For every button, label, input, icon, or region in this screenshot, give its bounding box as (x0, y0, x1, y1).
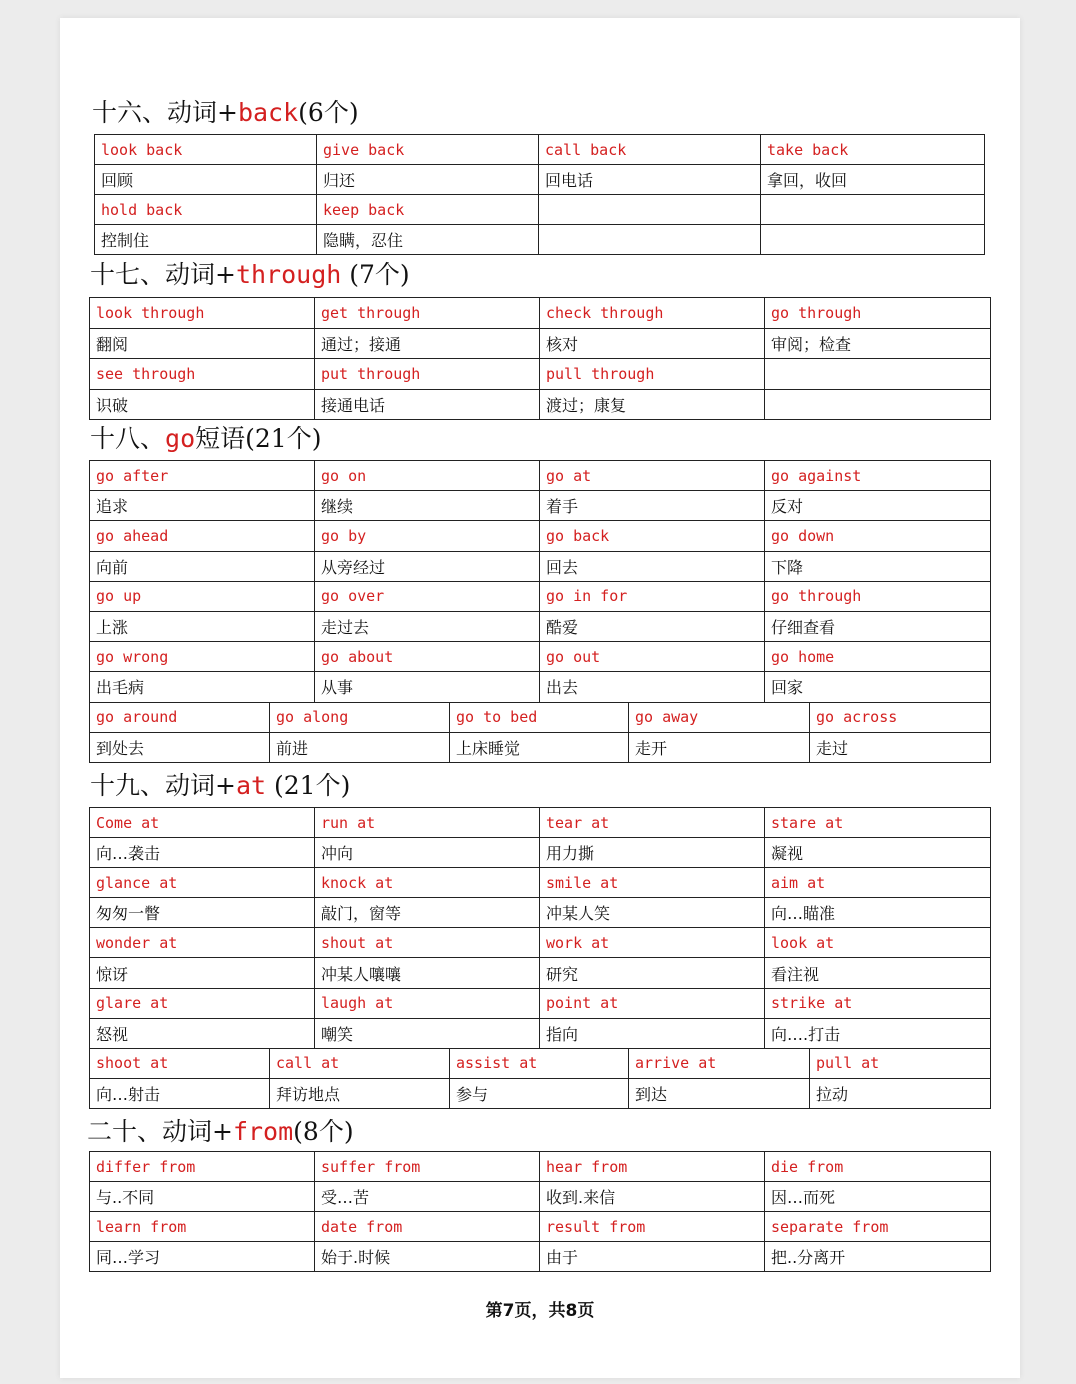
meaning-row (90, 732, 991, 762)
meaning-cell: 拜访地点 (270, 1078, 450, 1108)
meaning-cell (765, 389, 991, 420)
meaning-cell: 继续 (315, 491, 540, 521)
phrase-row (90, 988, 991, 1018)
meaning-cell: 翻阅 (90, 328, 315, 359)
meaning-cell: 酷爱 (540, 611, 765, 641)
meaning-cell: 看注视 (765, 958, 991, 988)
phrase-cell: pull through (540, 359, 765, 390)
phrase-cell: call at (270, 1048, 450, 1078)
document-page (60, 18, 1020, 1378)
meaning-row (90, 389, 991, 420)
heading-suffix: (6个) (298, 98, 359, 127)
phrase-row (90, 702, 991, 732)
meaning-cell: 因…而死 (765, 1182, 991, 1212)
heading-prefix: 十九、动词+ (90, 771, 236, 800)
phrase-cell: go after (90, 461, 315, 491)
meaning-cell: 从旁经过 (315, 551, 540, 581)
phrase-row (90, 928, 991, 958)
meaning-cell: 向…射击 (90, 1078, 270, 1108)
phrase-table (89, 1151, 991, 1272)
meaning-cell: 反对 (765, 491, 991, 521)
meaning-row (90, 611, 991, 641)
meaning-cell: 下降 (765, 551, 991, 581)
meaning-cell: 向…袭击 (90, 838, 315, 868)
meaning-cell: 到达 (629, 1078, 810, 1108)
meaning-cell: 受…苦 (315, 1182, 540, 1212)
phrase-table (89, 460, 991, 703)
phrase-cell: go at (540, 461, 765, 491)
phrase-row (90, 359, 991, 390)
phrase-cell: assist at (450, 1048, 629, 1078)
meaning-cell: 控制住 (95, 225, 317, 255)
meaning-cell: 上床睡觉 (450, 732, 629, 762)
phrase-cell (539, 195, 761, 225)
phrase-cell: look through (90, 298, 315, 329)
phrase-cell: keep back (317, 195, 539, 225)
phrase-table (89, 807, 991, 1049)
phrase-row (90, 642, 991, 672)
phrase-cell: look back (95, 135, 317, 165)
heading-prefix: 十八、 (90, 424, 166, 453)
heading-keyword: from (232, 1117, 294, 1146)
phrase-cell: work at (540, 928, 765, 958)
section-heading (92, 98, 359, 128)
meaning-cell: 冲某人笑 (540, 898, 765, 928)
phrase-table-extra-row (89, 702, 991, 763)
phrase-cell: go back (540, 521, 765, 551)
meaning-row (90, 672, 991, 702)
meaning-cell: 冲向 (315, 838, 540, 868)
heading-prefix: 二十、动词+ (87, 1117, 233, 1146)
meaning-cell: 出去 (540, 672, 765, 702)
meaning-row (90, 958, 991, 988)
phrase-cell: smile at (540, 868, 765, 898)
meaning-row (95, 165, 985, 195)
meaning-cell: 回去 (540, 551, 765, 581)
heading-keyword: back (237, 98, 299, 127)
phrase-row (95, 135, 985, 165)
phrase-cell: shout at (315, 928, 540, 958)
phrase-cell: strike at (765, 988, 991, 1018)
meaning-cell: 始于.时候 (315, 1242, 540, 1272)
phrase-cell: go to bed (450, 702, 629, 732)
phrase-cell: go about (315, 642, 540, 672)
phrase-cell: glare at (90, 988, 315, 1018)
phrase-cell: run at (315, 808, 540, 838)
phrase-cell: shoot at (90, 1048, 270, 1078)
phrase-cell: pull at (810, 1048, 991, 1078)
meaning-cell: 出毛病 (90, 672, 315, 702)
meaning-cell: 指向 (540, 1018, 765, 1048)
phrase-cell: hold back (95, 195, 317, 225)
meaning-cell: 回电话 (539, 165, 761, 195)
phrase-cell: wonder at (90, 928, 315, 958)
meaning-row (95, 225, 985, 255)
meaning-cell: 着手 (540, 491, 765, 521)
phrase-row (90, 868, 991, 898)
meaning-cell: 前进 (270, 732, 450, 762)
section-heading (90, 260, 410, 290)
phrase-row (90, 461, 991, 491)
heading-suffix: (21个) (266, 771, 351, 800)
phrase-table-extra-row (89, 1048, 991, 1109)
phrase-cell: go wrong (90, 642, 315, 672)
meaning-cell: 参与 (450, 1078, 629, 1108)
phrase-cell: arrive at (629, 1048, 810, 1078)
meaning-cell: 走开 (629, 732, 810, 762)
phrase-cell: go ahead (90, 521, 315, 551)
meaning-cell: 研究 (540, 958, 765, 988)
meaning-cell: 识破 (90, 389, 315, 420)
phrase-cell: go away (629, 702, 810, 732)
phrase-cell: go home (765, 642, 991, 672)
meaning-cell: 惊讶 (90, 958, 315, 988)
heading-keyword: at (235, 771, 267, 800)
phrase-cell: go around (90, 702, 270, 732)
meaning-row (90, 838, 991, 868)
phrase-row (90, 521, 991, 551)
meaning-row (90, 1078, 991, 1108)
meaning-cell (761, 225, 985, 255)
phrase-cell: stare at (765, 808, 991, 838)
meaning-cell: 走过去 (315, 611, 540, 641)
meaning-row (90, 551, 991, 581)
phrase-cell: put through (315, 359, 540, 390)
phrase-cell: see through (90, 359, 315, 390)
meaning-cell: 仔细查看 (765, 611, 991, 641)
meaning-cell: 渡过；康复 (540, 389, 765, 420)
phrase-cell: separate from (765, 1212, 991, 1242)
meaning-cell: 隐瞒，忍住 (317, 225, 539, 255)
section-heading (90, 424, 321, 454)
heading-suffix: (8个) (293, 1117, 354, 1146)
meaning-cell: 拿回，收回 (761, 165, 985, 195)
heading-keyword: go (165, 424, 196, 453)
phrase-cell: go by (315, 521, 540, 551)
meaning-cell: 接通电话 (315, 389, 540, 420)
heading-suffix: 短语(21个) (195, 424, 322, 453)
phrase-cell: glance at (90, 868, 315, 898)
meaning-cell: 与..不同 (90, 1182, 315, 1212)
phrase-cell: suffer from (315, 1152, 540, 1182)
phrase-cell: go across (810, 702, 991, 732)
section-heading (87, 1117, 354, 1147)
meaning-row (90, 1018, 991, 1048)
section-heading (90, 771, 350, 801)
meaning-cell: 匆匆一瞥 (90, 898, 315, 928)
meaning-cell: 从事 (315, 672, 540, 702)
phrase-cell: go along (270, 702, 450, 732)
meaning-cell: 审阅；检查 (765, 328, 991, 359)
meaning-row (90, 491, 991, 521)
phrase-row (90, 581, 991, 611)
meaning-row (90, 1242, 991, 1272)
phrase-cell: point at (540, 988, 765, 1018)
phrase-row (90, 298, 991, 329)
phrase-row (90, 1152, 991, 1182)
meaning-cell: 通过；接通 (315, 328, 540, 359)
meaning-cell: 把..分离开 (765, 1242, 991, 1272)
phrase-cell: check through (540, 298, 765, 329)
phrase-cell: go down (765, 521, 991, 551)
page-number: 第7页，共8页 (485, 1301, 595, 1321)
phrase-cell: look at (765, 928, 991, 958)
phrase-cell: laugh at (315, 988, 540, 1018)
phrase-cell: Come at (90, 808, 315, 838)
meaning-cell: 向前 (90, 551, 315, 581)
meaning-cell: 用力撕 (540, 838, 765, 868)
phrase-cell: aim at (765, 868, 991, 898)
phrase-cell (761, 195, 985, 225)
heading-prefix: 十六、动词+ (92, 98, 238, 127)
phrase-cell: give back (317, 135, 539, 165)
meaning-cell: 追求 (90, 491, 315, 521)
heading-suffix: (7个) (341, 260, 410, 289)
phrase-cell: learn from (90, 1212, 315, 1242)
meaning-row (90, 328, 991, 359)
meaning-cell: 回顾 (95, 165, 317, 195)
phrase-cell: go out (540, 642, 765, 672)
meaning-row (90, 1182, 991, 1212)
phrase-cell: tear at (540, 808, 765, 838)
meaning-cell: 走过 (810, 732, 991, 762)
phrase-row (90, 1212, 991, 1242)
phrase-cell: die from (765, 1152, 991, 1182)
phrase-cell: date from (315, 1212, 540, 1242)
phrase-cell: take back (761, 135, 985, 165)
meaning-cell: 向….打击 (765, 1018, 991, 1048)
phrase-cell: call back (539, 135, 761, 165)
phrase-cell: go on (315, 461, 540, 491)
meaning-cell: 到处去 (90, 732, 270, 762)
phrase-cell: result from (540, 1212, 765, 1242)
phrase-cell: hear from (540, 1152, 765, 1182)
meaning-cell (539, 225, 761, 255)
meaning-cell: 回家 (765, 672, 991, 702)
meaning-cell: 收到.来信 (540, 1182, 765, 1212)
phrase-table (89, 297, 991, 420)
meaning-cell: 同…学习 (90, 1242, 315, 1272)
meaning-cell: 嘲笑 (315, 1018, 540, 1048)
meaning-cell: 由于 (540, 1242, 765, 1272)
meaning-cell: 拉动 (810, 1078, 991, 1108)
meaning-cell: 归还 (317, 165, 539, 195)
phrase-cell: differ from (90, 1152, 315, 1182)
phrase-cell: go through (765, 581, 991, 611)
phrase-cell: go over (315, 581, 540, 611)
phrase-cell (765, 359, 991, 390)
phrase-cell: go against (765, 461, 991, 491)
phrase-row (90, 1048, 991, 1078)
meaning-cell: 冲某人嚷嚷 (315, 958, 540, 988)
heading-prefix: 十七、动词+ (90, 260, 236, 289)
phrase-table (94, 134, 985, 255)
phrase-row (95, 195, 985, 225)
meaning-cell: 向…瞄准 (765, 898, 991, 928)
phrase-cell: go in for (540, 581, 765, 611)
phrase-cell: get through (315, 298, 540, 329)
meaning-cell: 怒视 (90, 1018, 315, 1048)
meaning-row (90, 898, 991, 928)
phrase-cell: go up (90, 581, 315, 611)
meaning-cell: 核对 (540, 328, 765, 359)
phrase-cell: go through (765, 298, 991, 329)
heading-keyword: through (235, 260, 342, 289)
meaning-cell: 上涨 (90, 611, 315, 641)
phrase-row (90, 808, 991, 838)
phrase-cell: knock at (315, 868, 540, 898)
meaning-cell: 敲门，窗等 (315, 898, 540, 928)
meaning-cell: 凝视 (765, 838, 991, 868)
